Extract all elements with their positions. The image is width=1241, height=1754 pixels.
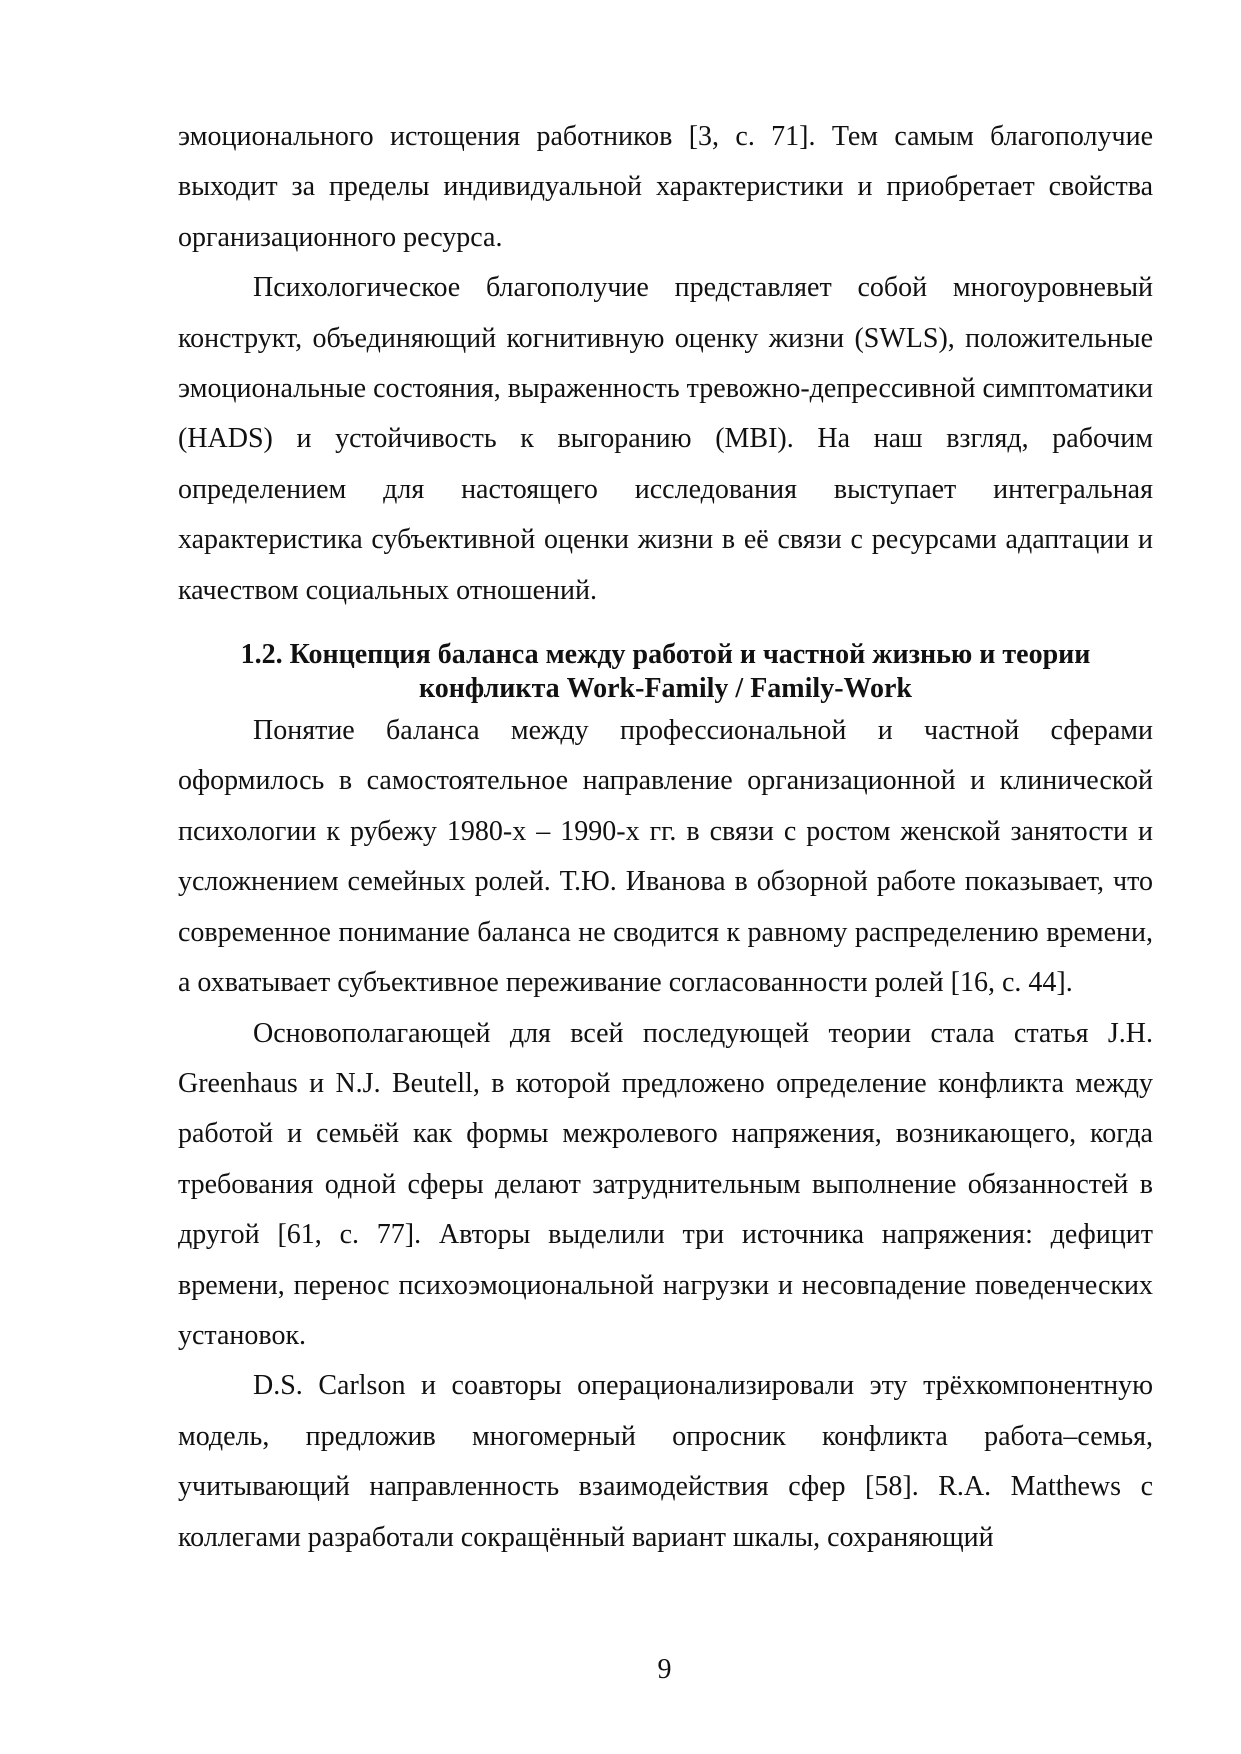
paragraph-continuation: эмоционального истощения работников [3, с. 71]. Тем самым благополучие выходит за пределы индивидуальной характеристики и приобретает свойства организационного ресурса. [178,121,1153,253]
paragraph-greenhaus-beutell: Основополагающей для всей последующей теории стала статья J.H. Greenhaus и N.J. Beutell, в которой предложено определение конфликта между работой и семьёй как формы межролевого напряжения, возникающего, когда требования одной сферы делают затруднительным выполнение обязанностей в другой [61, с. 77]. Авторы выделили три источника напряжения: дефицит времени, перенос психоэмоциональной нагрузки и несовпадение поведенческих установок. [178,1017,1153,1351]
section-heading-line2: конфликта Work-Family / Family-Work [419,673,912,705]
page-body [178,112,1153,1563]
section-heading [178,638,1153,706]
section-heading-line1: 1.2. Концепция баланса между работой и частной жизнью и теории [240,639,1091,671]
paragraph-balance-concept: Понятие баланса между профессиональной и частной сферами оформилось в самостоятельное направление организационной и клинической психологии к рубежу 1980-х – 1990-х гг. в связи с ростом женской занятости и усложнением семейных ролей. Т.Ю. Иванова в обзорной работе показывает, что современное понимание баланса не сводится к равному распределению времени, а охватывает субъективное переживание согласованности ролей [16, с. 44]. [178,715,1153,999]
page-number: 9 [657,1654,672,1685]
paragraph-wellbeing-construct: Психологическое благополучие представляет собой многоуровневый конструкт, объединяющий когнитивную оценку жизни (SWLS), положительные эмоциональные состояния, выраженность тревожно-депрессивной симптоматики (HADS) и устойчивость к выгоранию (MBI). На наш взгляд, рабочим определением для настоящего исследования выступает интегральная характеристика субъективной оценки жизни в её связи с ресурсами адаптации и качеством социальных отношений. [178,272,1153,606]
paragraph-carlson-matthews: D.S. Carlson и соавторы операционализировали эту трёхкомпонентную модель, предложив многомерный опросник конфликта работа–семья, учитывающий направленность взаимодействия сфер [58]. R.A. Matthews с коллегами разработали сокращённый вариант шкалы, сохраняющий [178,1370,1153,1553]
